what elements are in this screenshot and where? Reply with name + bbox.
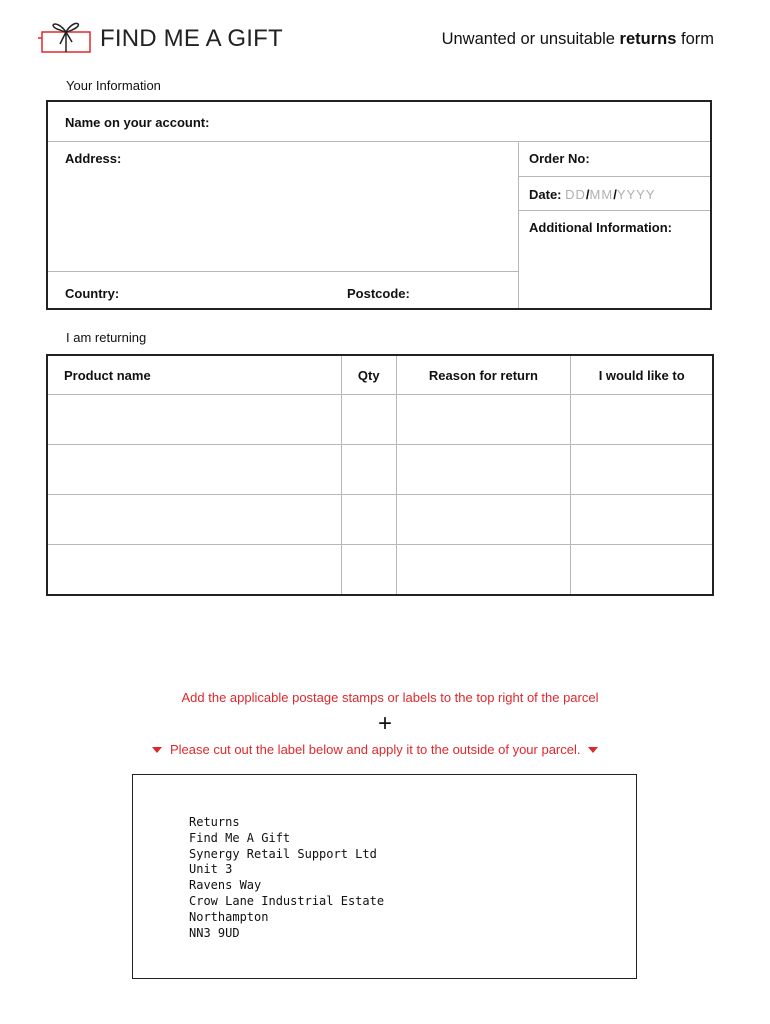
column-header-qty: Qty bbox=[341, 355, 396, 395]
name-on-account-label: Name on your account: bbox=[65, 115, 210, 130]
date-day-placeholder: DD bbox=[565, 187, 586, 202]
would-like-to-cell[interactable] bbox=[571, 495, 713, 545]
address-line: Ravens Way bbox=[189, 878, 262, 893]
date-label: Date: bbox=[529, 187, 562, 202]
returns-table bbox=[46, 354, 714, 596]
table-row bbox=[47, 495, 713, 545]
address-line: Returns bbox=[189, 815, 240, 829]
address-line: Synergy Retail Support Ltd bbox=[189, 846, 377, 861]
product-name-cell[interactable] bbox=[47, 545, 341, 596]
qty-cell[interactable] bbox=[341, 495, 396, 545]
would-like-to-cell[interactable] bbox=[571, 395, 713, 445]
your-information-heading: Your Information bbox=[66, 78, 161, 93]
would-like-to-cell[interactable] bbox=[571, 445, 713, 495]
postcode-label: Postcode: bbox=[347, 286, 410, 301]
date-month-placeholder: MM bbox=[589, 187, 614, 202]
gift-bow-icon bbox=[38, 16, 94, 56]
form-title: Unwanted or unsuitable returns form bbox=[441, 30, 714, 48]
returns-header-row bbox=[47, 355, 713, 395]
column-header-product-name: Product name bbox=[47, 355, 341, 395]
brand-name: FIND ME A GIFT bbox=[100, 25, 283, 52]
cut-instruction bbox=[152, 742, 598, 757]
cut-instruction-text: Please cut out the label below and apply it to the outside of your parcel. bbox=[170, 742, 581, 757]
address-line: Find Me A Gift bbox=[189, 830, 291, 845]
address-line: Northampton bbox=[189, 909, 269, 924]
triangle-down-icon bbox=[152, 747, 162, 753]
brand-logo bbox=[38, 14, 308, 58]
address-line: Crow Lane Industrial Estate bbox=[189, 893, 385, 908]
qty-cell[interactable] bbox=[341, 395, 396, 445]
date-year-placeholder: YYYY bbox=[616, 187, 656, 202]
additional-information-label: Additional Information: bbox=[529, 220, 672, 235]
table-row bbox=[47, 445, 713, 495]
table-row bbox=[47, 545, 713, 596]
would-like-to-cell[interactable] bbox=[571, 545, 713, 596]
reason-cell[interactable] bbox=[396, 445, 571, 495]
table-row bbox=[47, 395, 713, 445]
date-field: Date: DD/MM/YYYY bbox=[529, 187, 656, 202]
triangle-down-icon bbox=[588, 747, 598, 753]
product-name-cell[interactable] bbox=[47, 395, 341, 445]
your-information-box bbox=[46, 100, 712, 310]
country-label: Country: bbox=[65, 286, 120, 301]
reason-cell[interactable] bbox=[396, 545, 571, 596]
reason-cell[interactable] bbox=[396, 495, 571, 545]
qty-cell[interactable] bbox=[341, 545, 396, 596]
qty-cell[interactable] bbox=[341, 445, 396, 495]
column-header-would-like-to: I would like to bbox=[571, 355, 713, 395]
order-number-label: Order No: bbox=[529, 151, 590, 166]
return-address-label bbox=[132, 774, 637, 979]
postage-instruction: Add the applicable postage stamps or labels to the top right of the parcel bbox=[181, 690, 599, 705]
plus-icon: + bbox=[377, 710, 392, 737]
address-line: Unit 3 bbox=[189, 862, 233, 877]
return-address bbox=[189, 815, 384, 941]
i-am-returning-heading: I am returning bbox=[66, 330, 147, 345]
address-line: NN3 9UD bbox=[189, 925, 240, 940]
column-header-reason: Reason for return bbox=[396, 355, 571, 395]
reason-cell[interactable] bbox=[396, 395, 571, 445]
product-name-cell[interactable] bbox=[47, 445, 341, 495]
address-label: Address: bbox=[65, 151, 122, 166]
product-name-cell[interactable] bbox=[47, 495, 341, 545]
